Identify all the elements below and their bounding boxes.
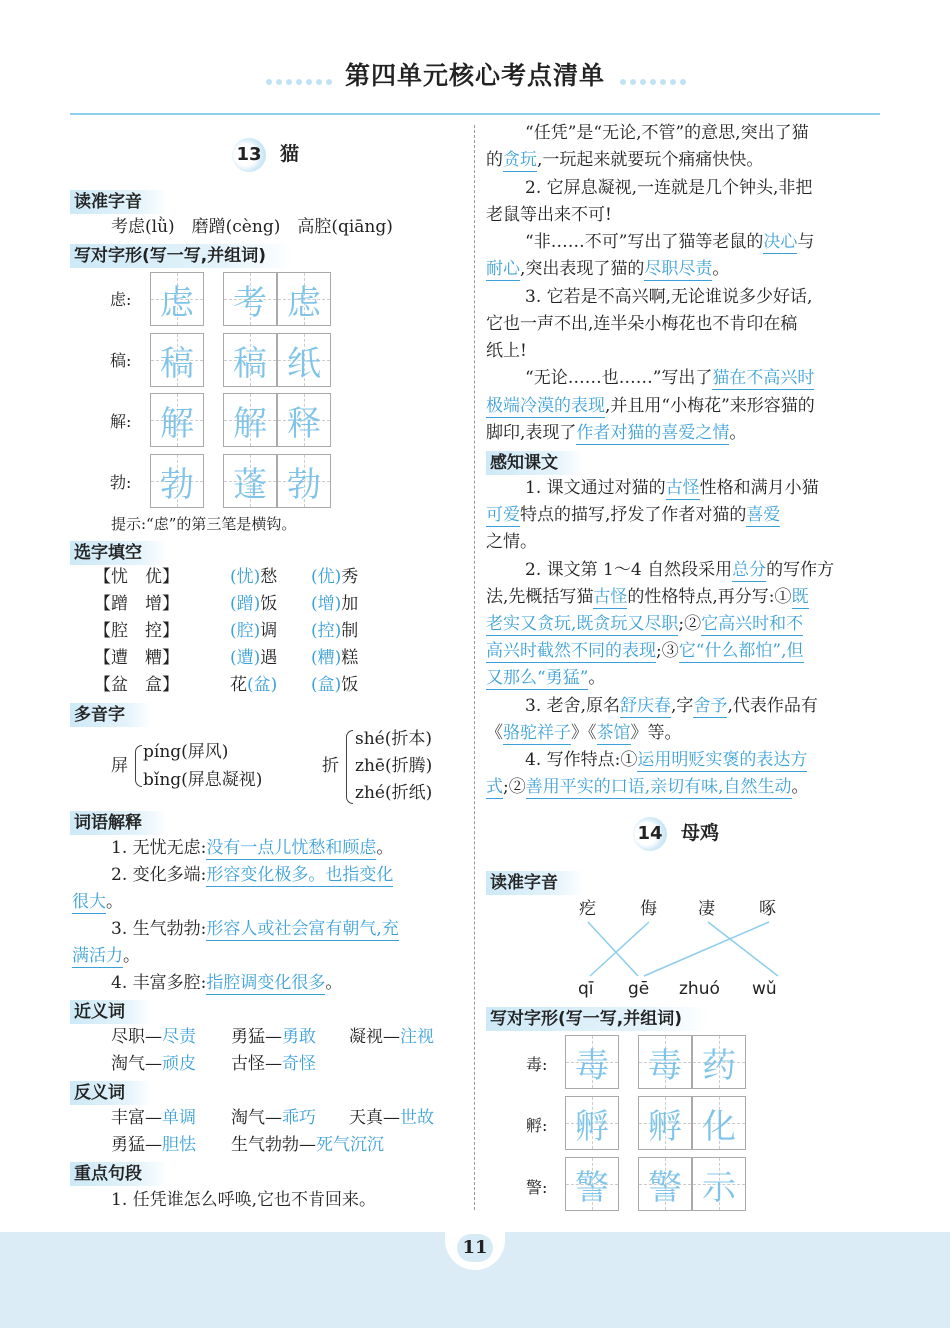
- match-char: 疙: [579, 899, 596, 919]
- lesson-title: 母鸡: [681, 822, 720, 844]
- tracing-box: 化: [692, 1096, 746, 1150]
- match-line: [708, 922, 778, 976]
- analysis-line: 脚印,表现了作者对猫的喜爱之情。: [486, 423, 747, 443]
- match-line: [644, 922, 769, 976]
- tracing-box: 稿: [150, 333, 204, 387]
- perception-line: 法,先概括写猫古怪的性格特点,再分写:①既: [486, 587, 809, 607]
- tracing-box: 勃: [277, 454, 331, 508]
- tracing-box: 毒: [565, 1035, 619, 1089]
- char-label: 孵:: [526, 1116, 548, 1135]
- perception-line: 高兴时截然不同的表现;③它“什么都怕”,但: [486, 641, 804, 661]
- brace: [346, 730, 353, 804]
- char-pair: 【盆 盒】: [94, 675, 179, 695]
- word-part: 调: [260, 621, 278, 641]
- key-sentence: 3. 它若是不高兴啊,无论谁说多少好话,: [525, 287, 813, 307]
- tracing-box: 虑: [150, 272, 204, 326]
- analysis-line: “无论……也……”写出了猫在不高兴时: [525, 368, 815, 388]
- analysis-line: “非……不可”写出了猫等老鼠的决心与: [525, 232, 815, 252]
- char-pair: 【蹭 增】: [94, 594, 179, 614]
- key-sentence: 它也一声不出,连半朵小梅花也不肯印在稿: [486, 314, 798, 334]
- char-label: 勃:: [110, 473, 132, 492]
- header-rule: [70, 113, 880, 115]
- section-heading: 词语解释: [70, 811, 168, 835]
- synonym-pair: 古怪—奇怪: [231, 1054, 316, 1074]
- analysis-line: “任凭”是“无论,不管”的意思,突出了猫: [525, 123, 809, 143]
- answer: (腔): [230, 621, 261, 641]
- match-pinyin: qī: [578, 979, 594, 999]
- key-sentence: 2. 它屏息凝视,一连就是几个钟头,非把: [525, 178, 813, 198]
- match-char: 啄: [759, 899, 776, 919]
- perception-line: 又那么“勇猛”。: [486, 668, 606, 688]
- section-heading: 重点句段: [70, 1162, 168, 1186]
- section-heading: 反义词: [70, 1081, 151, 1105]
- char-pair: 【遭 糟】: [94, 648, 179, 668]
- word-definition: 1. 无忧无虑:没有一点儿忧愁和顾虑。: [111, 838, 394, 858]
- lesson-number-badge: 13: [232, 138, 266, 172]
- polyphone-reading: shé(折本): [355, 729, 432, 749]
- polyphone-char: 屏: [111, 756, 128, 776]
- perception-line: 之情。: [486, 532, 537, 552]
- answer: (优): [311, 567, 342, 587]
- match-pinyin: gē: [628, 979, 650, 999]
- column-divider: [474, 125, 475, 1210]
- analysis-line: 极端冷漠的表现,并且用“小梅花”来形容猫的: [486, 396, 815, 416]
- antonym-pair: 生气勃勃—死气沉沉: [231, 1135, 384, 1155]
- polyphone-char: 折: [322, 756, 339, 776]
- tracing-box: 示: [692, 1157, 746, 1211]
- antonym-pair: 勇猛—胆怯: [111, 1135, 196, 1155]
- perception-line: 4. 写作特点:①运用明贬实褒的表达方: [525, 750, 808, 770]
- answer: (糟): [311, 648, 342, 668]
- key-sentence: 老鼠等出来不可!: [486, 205, 612, 225]
- match-line: [588, 922, 638, 976]
- word-part: 遇: [260, 648, 278, 668]
- polyphone-reading: zhé(折纸): [355, 783, 433, 803]
- answer: (忧): [230, 567, 261, 587]
- char-label: 警:: [526, 1178, 548, 1197]
- matching-lines: [560, 920, 820, 980]
- section-heading: 感知课文: [486, 451, 584, 475]
- answer: (控): [311, 621, 342, 641]
- char-pair: 【腔 控】: [94, 621, 179, 641]
- section-heading: 多音字: [70, 703, 151, 727]
- word-part: 秀: [341, 567, 359, 587]
- word-part: 加: [341, 594, 359, 614]
- word-part: 愁: [260, 567, 278, 587]
- lesson-number-badge: 14: [633, 817, 667, 851]
- polyphone-reading: bǐng(屏息凝视): [143, 770, 263, 790]
- polyphone-reading: zhē(折腾): [355, 756, 433, 776]
- tracing-box: 勃: [150, 454, 204, 508]
- perception-line: 式;②善用平实的口语,亲切有味,自然生动。: [486, 777, 809, 797]
- section-heading: 读准字音: [486, 871, 584, 895]
- char-label: 解:: [110, 412, 132, 431]
- analysis-line: 耐心,突出表现了猫的尽职尽责。: [486, 259, 730, 279]
- lesson-14-heading: [633, 817, 719, 851]
- answer: (盒): [311, 675, 342, 695]
- tracing-box: 孵: [565, 1096, 619, 1150]
- synonym-pair: 尽职—尽责: [111, 1027, 196, 1047]
- synonym-pair: 凝视—注视: [349, 1027, 434, 1047]
- title-dots-right: [620, 70, 690, 78]
- section-heading: 选字填空: [70, 541, 168, 565]
- word-definition-cont: 很大。: [72, 892, 123, 912]
- word-part: 饭: [341, 675, 359, 695]
- tracing-box: 考: [223, 272, 277, 326]
- char-label: 稿:: [110, 351, 132, 370]
- section-heading: 写对字形(写一写,并组词): [70, 244, 292, 268]
- antonym-pair: 淘气—乖巧: [231, 1108, 316, 1128]
- match-char: 凄: [698, 899, 715, 919]
- tracing-box: 孵: [638, 1096, 692, 1150]
- tracing-box: 解: [150, 393, 204, 447]
- word-part: 制: [341, 621, 359, 641]
- antonym-pair: 天真—世故: [349, 1108, 434, 1128]
- perception-line: 3. 老舍,原名舒庆春,字舍予,代表作品有: [525, 696, 818, 716]
- char-pair: 【忧 优】: [94, 567, 179, 587]
- tracing-box: 虑: [277, 272, 331, 326]
- word-part: 糕: [341, 648, 359, 668]
- section-heading: 写对字形(写一写,并组词): [486, 1007, 708, 1031]
- tracing-box: 警: [565, 1157, 619, 1211]
- polyphone-reading: píng(屏风): [143, 742, 229, 762]
- perception-line: 老实又贪玩,既贪玩又尽职;②它高兴时和不: [486, 614, 804, 634]
- lesson-title: 猫: [280, 143, 300, 165]
- match-pinyin: zhuó: [679, 979, 720, 999]
- perception-line: 可爱特点的描写,抒发了作者对猫的喜爱: [486, 505, 781, 525]
- word-definition-cont: 满活力。: [72, 946, 140, 966]
- tracing-box: 警: [638, 1157, 692, 1211]
- perception-line: 1. 课文通过对猫的古怪性格和满月小猫: [525, 478, 819, 498]
- perception-line: 2. 课文第 1～4 自然段采用总分的写作方: [525, 560, 835, 580]
- tracing-box: 药: [692, 1035, 746, 1089]
- tracing-box: 解: [223, 393, 277, 447]
- word-definition: 2. 变化多端:形容变化极多。也指变化: [111, 865, 394, 885]
- pronunciation-line: 考虑(lǜ) 磨蹭(cèng) 高腔(qiāng): [111, 217, 393, 237]
- match-char: 侮: [640, 899, 657, 919]
- brace: [135, 745, 142, 787]
- synonym-pair: 勇猛—勇敢: [231, 1027, 316, 1047]
- section-heading: 读准字音: [70, 190, 168, 214]
- match-pinyin: wǔ: [752, 979, 777, 999]
- lesson-13-heading: [232, 138, 299, 172]
- stroke-hint: 提示:“虑”的第三笔是横钩。: [111, 515, 297, 533]
- answer: (增): [311, 594, 342, 614]
- answer: (遭): [230, 648, 261, 668]
- section-heading: 近义词: [70, 1000, 151, 1024]
- match-line: [590, 922, 649, 976]
- page-number: 11: [457, 1234, 493, 1262]
- answer: (蹭): [230, 594, 261, 614]
- key-sentence: 纸上!: [486, 341, 527, 361]
- synonym-pair: 淘气—顽皮: [111, 1054, 196, 1074]
- char-label: 毒:: [526, 1055, 548, 1074]
- key-sentence: 1. 任凭谁怎么呼唤,它也不肯回来。: [111, 1190, 377, 1210]
- perception-line: 《骆驼祥子》《茶馆》等。: [486, 723, 682, 743]
- tracing-box: 蓬: [223, 454, 277, 508]
- antonym-pair: 丰富—单调: [111, 1108, 196, 1128]
- word-definition: 3. 生气勃勃:形容人或社会富有朝气,充: [111, 919, 399, 939]
- page-title: 第四单元核心考点清单: [344, 61, 605, 90]
- tracing-box: 纸: [277, 333, 331, 387]
- answer: 花(盆): [230, 675, 278, 695]
- word-part: 饭: [260, 594, 278, 614]
- analysis-line: 的贪玩,一玩起来就要玩个痛痛快快。: [486, 150, 764, 170]
- word-definition: 4. 丰富多腔:指腔调变化很多。: [111, 973, 343, 993]
- tracing-box: 稿: [223, 333, 277, 387]
- tracing-box: 释: [277, 393, 331, 447]
- char-label: 虑:: [110, 290, 132, 309]
- tracing-box: 毒: [638, 1035, 692, 1089]
